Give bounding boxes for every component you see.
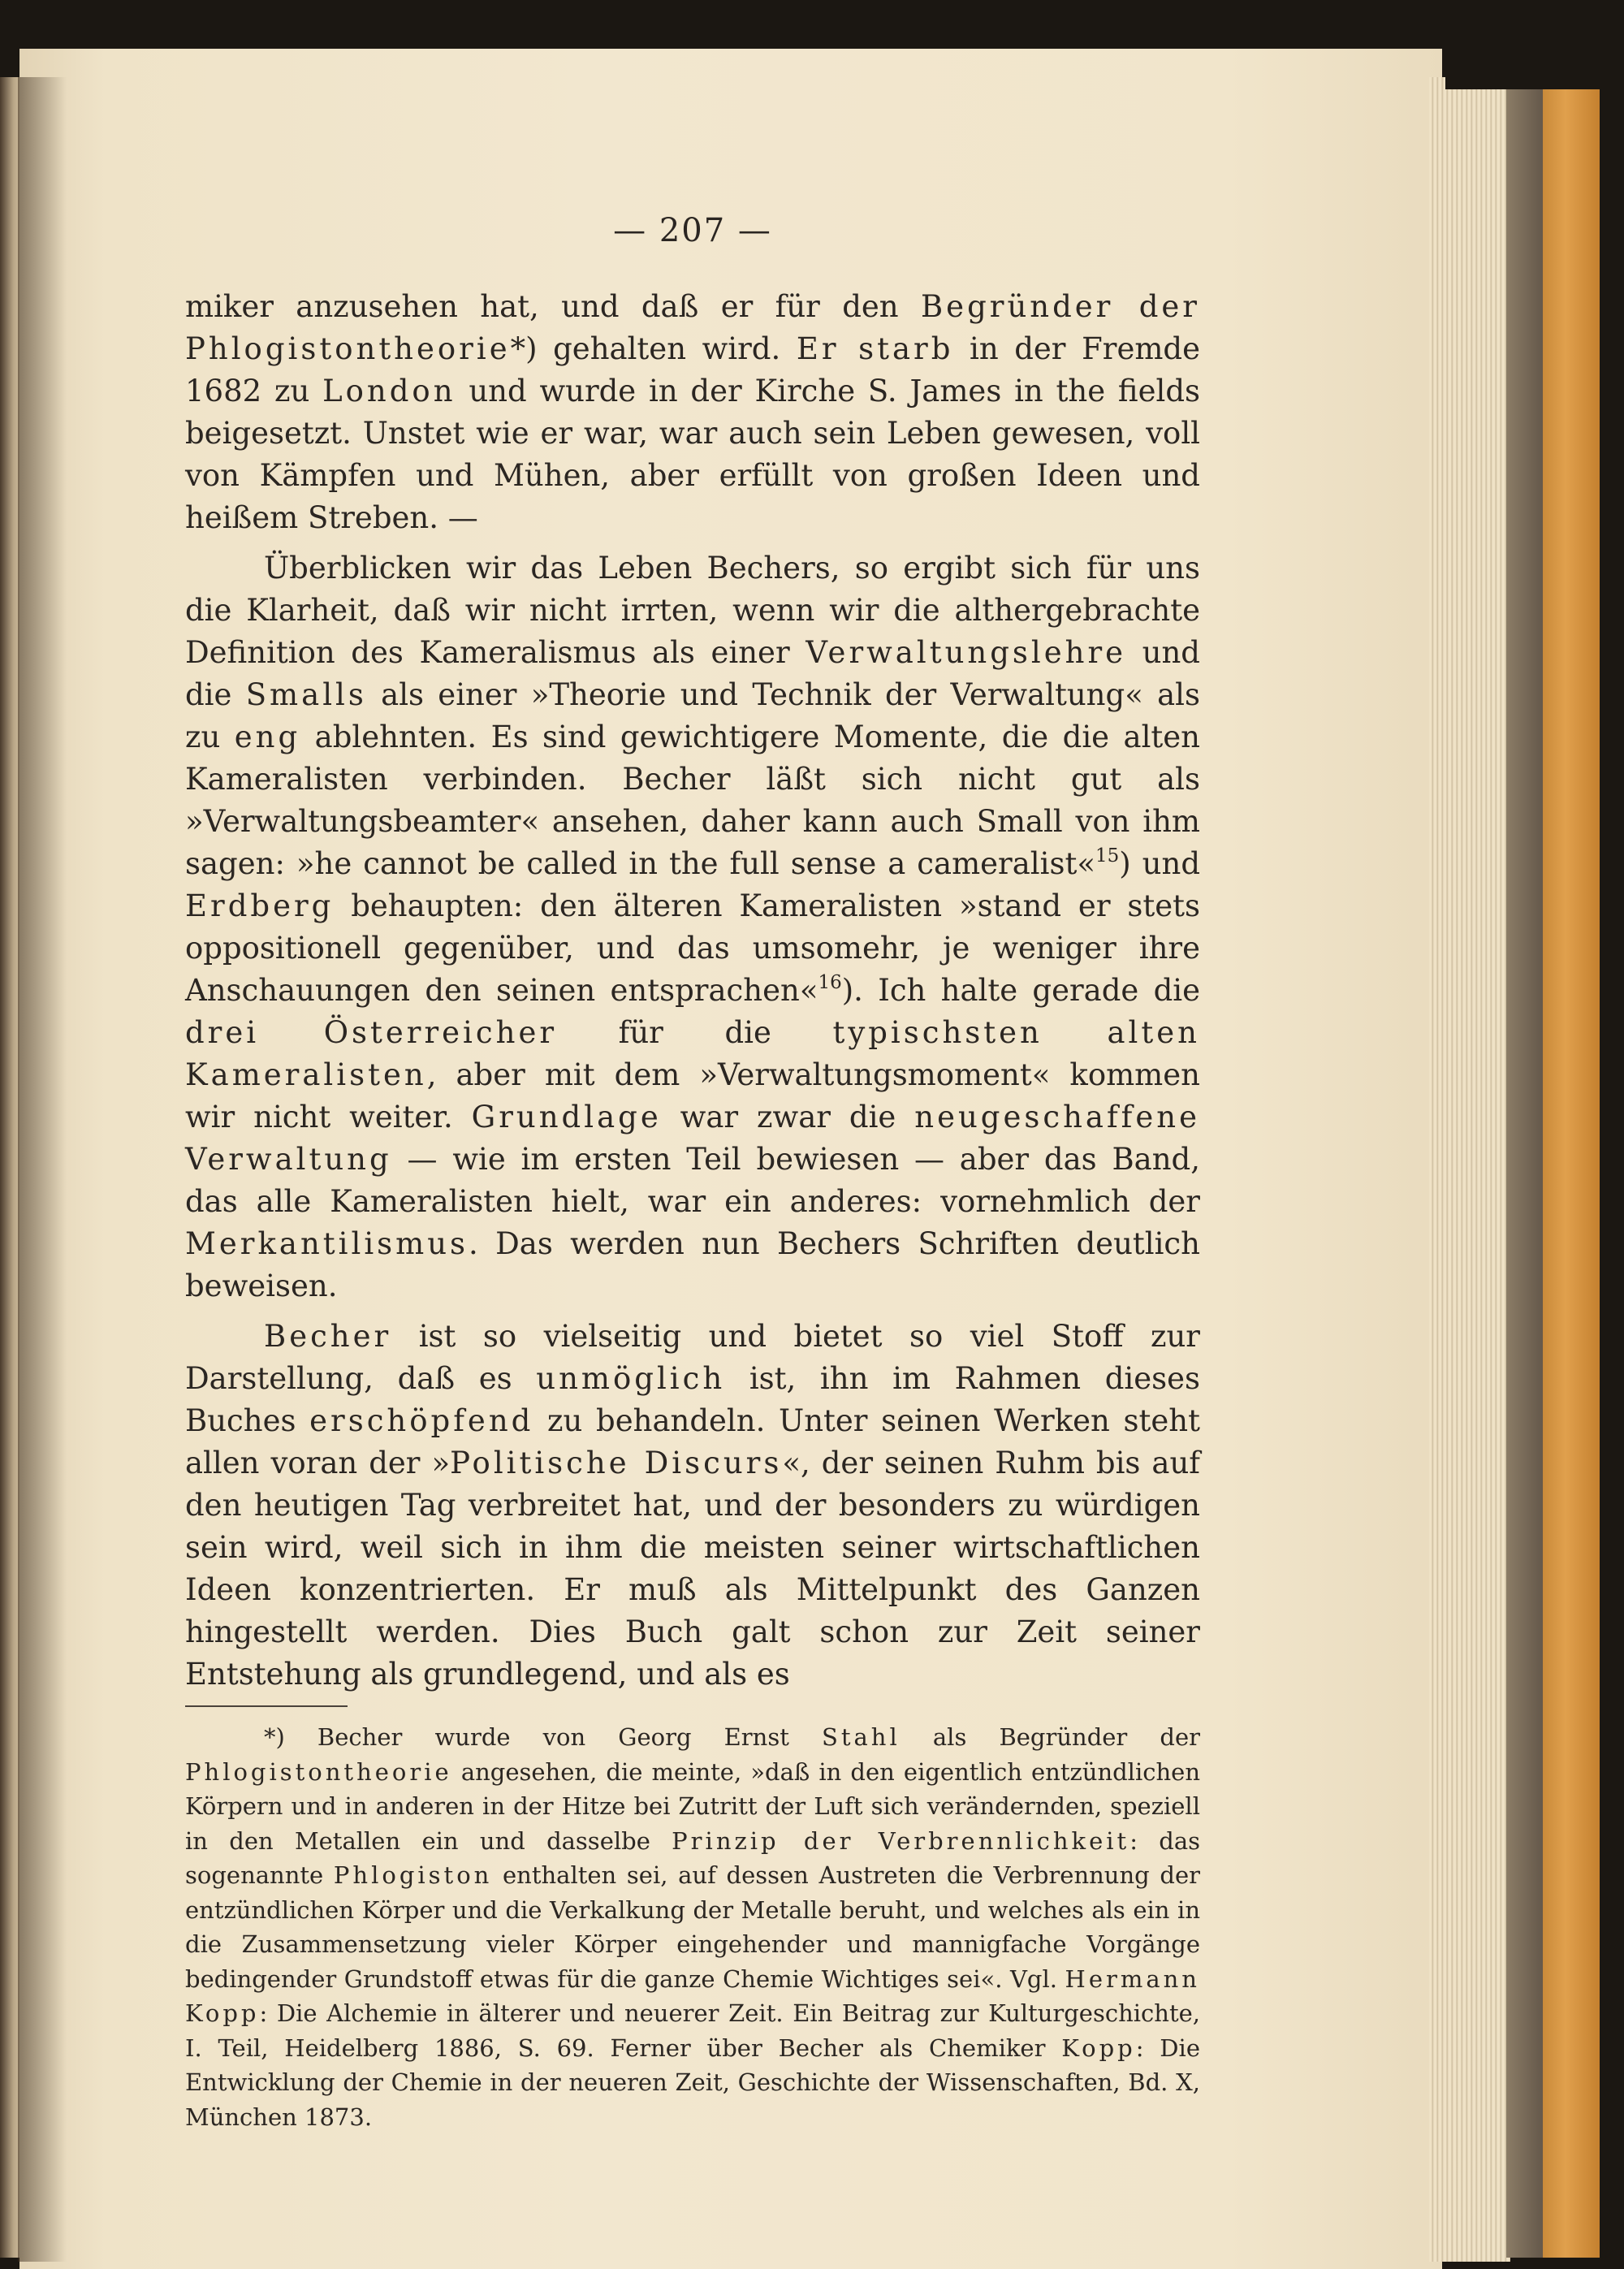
emphasis-text: Kopp bbox=[1061, 2033, 1136, 2062]
footnote-section bbox=[185, 1720, 1200, 2134]
footnote-reference: 16 bbox=[818, 972, 842, 993]
emphasis-text: eng bbox=[234, 720, 301, 754]
text-block bbox=[185, 210, 1200, 2134]
paragraph-2: Überblicken wir das Leben Bechers, so ergibt sich für uns die Klarheit, daß wir nicht irrten, wenn wir die althergebrachte Definition des Kameralismus als einer Verwaltungslehre und die Smalls als einer »Theorie und Technik der Verwaltung« als zu eng ablehnten. Es sind gewichtigere Momente, die die alten Kameralisten verbinden. Becher läßt sich nicht gut als »Verwaltungsbeamter« ansehen, daher kann auch Small von ihm sagen: »he cannot be called in the full sense a cameralist«$^{15}$) und Erdberg behaupten: den älteren Kameralisten »stand er stets oppositionell gegenüber, und das umsomehr, je weniger ihre Anschauungen den seinen entsprachen«$^{16}$). Ich halte gerade die drei Österreicher für die typischsten alten Kameralisten, aber mit dem »Verwaltungsmoment« kommen wir nicht weiter. Grundlage war zwar die neugeschaffene Verwaltung — wie im ersten Teil bewiesen — aber das Band, das alle Kameralisten hielt, war ein anderes: vornehmlich der Merkantilismus. Das werden nun Bechers Schriften deutlich beweisen. bbox=[185, 551, 1200, 1303]
emphasis-text: Begründer der Phlogistontheorie bbox=[185, 289, 1200, 366]
emphasis-text: Stahl bbox=[822, 1723, 901, 1751]
paragraph-1: miker anzusehen hat, und daß er für den Begründer der Phlogistontheorie*) gehalten wird. Er starb in der Fremde 1682 zu London und wurde in der Kirche S. James in the fields beigesetzt. Unstet wie er war, war auch sein Leben gewesen, voll von Kämpfen und Mühen, aber erfüllt von großen Ideen und heißem Streben. — bbox=[185, 289, 1201, 535]
emphasis-text: Politische Discurs bbox=[450, 1446, 783, 1480]
emphasis-text: Smalls bbox=[245, 677, 367, 712]
emphasis-text: Hermann Kopp bbox=[185, 1964, 1200, 2027]
emphasis-text: Prinzip der Verbrennlichkeit bbox=[672, 1826, 1130, 1855]
emphasis-text: unmöglich bbox=[536, 1361, 726, 1396]
background-corner bbox=[1445, 0, 1624, 89]
emphasis-text: Becher bbox=[264, 1319, 392, 1354]
emphasis-text: London bbox=[322, 374, 456, 408]
emphasis-text: Er starb bbox=[796, 331, 954, 366]
footnote-reference: 15 bbox=[1095, 845, 1120, 867]
page-stack-edges bbox=[1429, 77, 1510, 2262]
emphasis-text: Grundlage bbox=[471, 1100, 662, 1134]
footnote-divider bbox=[185, 1705, 348, 1707]
emphasis-text: Verwaltungslehre bbox=[806, 635, 1127, 670]
emphasis-text: neugeschaffene Verwaltung bbox=[185, 1100, 1200, 1177]
page-number: — 207 — bbox=[613, 212, 772, 249]
emphasis-text: Phlogistontheorie bbox=[185, 1757, 452, 1786]
body-text bbox=[185, 286, 1200, 1696]
spine-shadow bbox=[18, 77, 67, 2262]
emphasis-text: erschöpfend bbox=[309, 1403, 534, 1438]
emphasis-text: Erdberg bbox=[185, 888, 335, 923]
emphasis-text: Merkantilismus bbox=[185, 1226, 469, 1261]
emphasis-text: drei Österreicher bbox=[185, 1015, 558, 1050]
book-cover-edge bbox=[1543, 89, 1600, 2258]
paragraph-3: Becher ist so vielseitig und bietet so viel Stoff zur Darstellung, daß es unmöglich ist, ihn im Rahmen dieses Buches erschöpfend zu behandeln. Unter seinen Werken steht allen voran der »Politische Discurs«, der seinen Ruhm bis auf den heutigen Tag verbreitet hat, und der besonders zu würdigen sein wird, weil sich in ihm die meisten seiner wirtschaftlichen Ideen konzentrierten. Er muß als Mittelpunkt des Ganzen hingestellt werden. Dies Buch galt schon zur Zeit seiner Entstehung als grundlegend, und als es bbox=[185, 1319, 1200, 1692]
emphasis-text: typischsten alten Kameralisten bbox=[185, 1015, 1200, 1092]
emphasis-text: Phlogiston bbox=[333, 1861, 493, 1889]
footnote-1: *) Becher wurde von Georg Ernst Stahl als Begründer der Phlogistontheorie angesehen, die meinte, »daß in den eigentlich entzündlichen Körpern und in anderen in der Hitze bei Zutritt der Luft sich verändernden, speziell in den Metallen ein und dasselbe Prinzip der Verbrennlichkeit: das sogenannte Phlogiston enthalten sei, auf dessen Austreten die Verbrennung der entzündlichen Körper und die Verkalkung der Metalle beruht, und welches als ein in die Zusammensetzung vieler Körper eingehender und mannigfache Vorgänge bedingender Grundstoff etwas für die ganze Chemie Wichtiges sei«. Vgl. Hermann Kopp: Die Alchemie in älterer und neuerer Zeit. Ein Beitrag zur Kulturgeschichte, I. Teil, Heidelberg 1886, S. 69. Ferner über Becher als Chemiker Kopp: Die Entwicklung der Chemie in der neueren Zeit, Geschichte der Wissenschaften, Bd. X, München 1873. bbox=[185, 1723, 1200, 2131]
